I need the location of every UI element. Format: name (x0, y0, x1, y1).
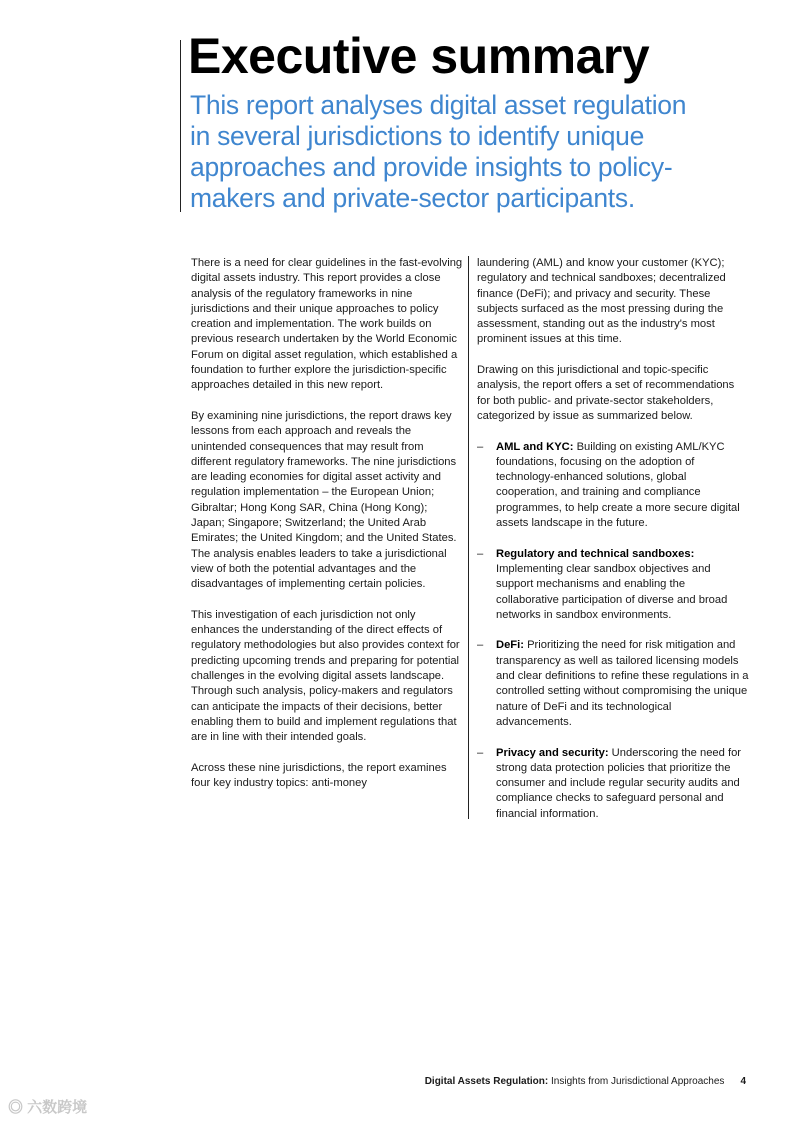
bullet-dash: – (477, 440, 484, 453)
watermark-text: 六数跨境 (27, 1099, 88, 1116)
bullet-label: Privacy and security: (496, 746, 609, 759)
page-title: Executive summary (188, 28, 650, 84)
paragraph: laundering (AML) and know your customer (KYC); regulatory and technical sandboxes; decentralized finance (DeFi); and privacy and security. These subjects surfaced as the most pressing during the assessment, standing out as the industry's most prominent issues at this time. (477, 257, 726, 346)
paragraph: Across these nine jurisdictions, the report examines four key industry topics: anti-money (191, 761, 447, 790)
bullet-text: Prioritizing the need for risk mitigation and transparency as well as tailored licensing models and clear definitions to refine these regulations in a controlled setting without compromising the unique nature of DeFi and its technological advancements. (496, 639, 749, 728)
paragraph: There is a need for clear guidelines in the fast-evolving digital assets industry. This report provides a close analysis of the regulatory frameworks in nine jurisdictions and their unique approaches to policy creation and implementation. The work builds on previous research undertaken by the World Economic Forum on digital asset regulation, which established a foundation to further explore the jurisdiction-specific approaches detailed in this new report. (191, 257, 463, 392)
left-column (191, 256, 463, 807)
bullet-text: Building on existing AML/KYC foundations, focusing on the adoption of technology-enhanced solutions, global cooperation, and training and compliance programmes, to help create a more secure digital assets landscape in the future. (496, 440, 740, 530)
recommendation-privacy-security (477, 746, 749, 822)
footer-doc-title: Digital Assets Regulation: (424, 1076, 549, 1087)
title-rule (180, 40, 181, 212)
bullet-dash: – (477, 639, 484, 652)
bullet-text: Underscoring the need for strong data protection policies that prioritize the consumer and include regular security audits and compliance checks to safeguard personal and financial information. (496, 746, 742, 820)
watermark-logo-icon: ◎ (8, 1099, 28, 1116)
page-footer (425, 1076, 746, 1087)
bullet-label: DeFi: (496, 639, 524, 652)
bullet-dash: – (477, 746, 484, 759)
bullet-dash: – (477, 547, 484, 560)
bullet-label: AML and KYC: (496, 440, 574, 453)
page-subtitle: This report analyses digital asset regulation in several jurisdictions to identify unique approaches and provide insights to policy-makers and private-sector participants. (190, 90, 687, 213)
watermark (8, 1096, 87, 1117)
paragraph: By examining nine jurisdictions, the report draws key lessons from each approach and reveals the unintended consequences that may result from different regulatory frameworks. The nine jurisdictions are leading economies for digital asset activity and regulation implementation – the European Union; Gibraltar; Hong Kong SAR, China (Hong Kong); Japan; Singapore; Switzerland; the United Arab Emirates; the United Kingdom; and the United States. The analysis enables leaders to take a jurisdictional view of both the potential advantages and the disadvantages of implementing certain policies. (191, 409, 457, 591)
recommendation-sandboxes (477, 547, 749, 623)
bullet-text: Implementing clear sandbox objectives and support mechanisms and enabling the collaborative participation of diverse and broad networks in sandbox environments. (496, 562, 728, 621)
column-divider (468, 256, 469, 819)
paragraph: This investigation of each jurisdiction not only enhances the understanding of the direct effects of regulatory methodologies but also provides context for predicting upcoming trends and preparing for potential challenges in the evolving digital assets landscape. Through such analysis, policy-makers and regulators can anticipate the impacts of their decisions, better enabling them to build and implement regulations that are in line with their intended goals. (191, 608, 460, 744)
page-number: 4 (740, 1076, 746, 1087)
bullet-label: Regulatory and technical sandboxes: (496, 547, 695, 560)
recommendation-aml-kyc (477, 440, 749, 532)
footer-doc-subtitle: Insights from Jurisdictional Approaches (548, 1076, 725, 1087)
right-column (477, 256, 749, 837)
recommendation-defi (477, 638, 749, 730)
paragraph: Drawing on this jurisdictional and topic-specific analysis, the report offers a set of recommendations for both public- and private-sector stakeholders, categorized by issue as summarized below. (477, 364, 735, 422)
